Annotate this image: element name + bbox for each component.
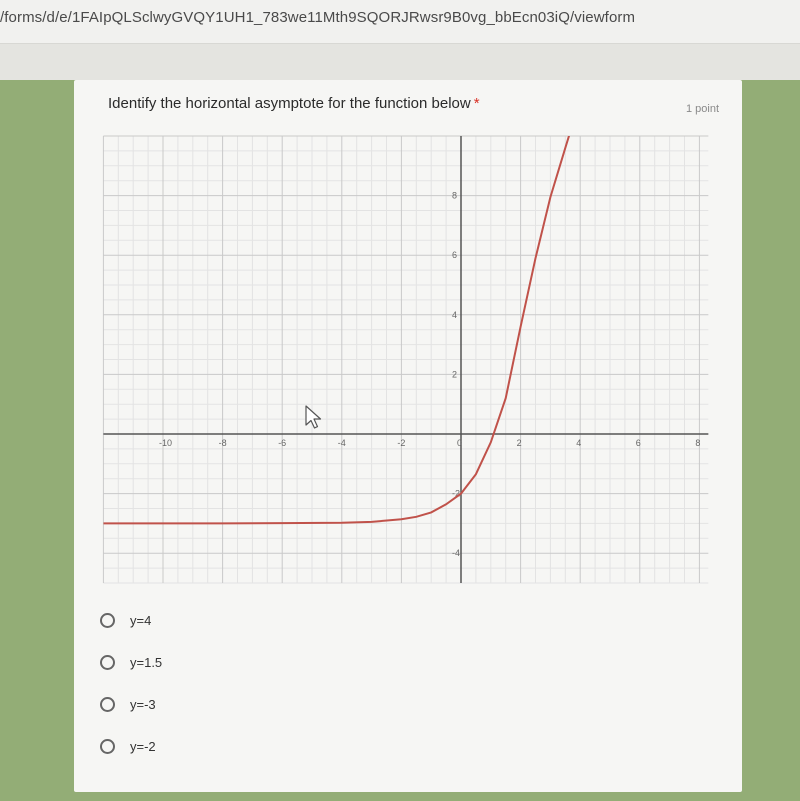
question-title-text: Identify the horizontal asymptote for the function below [108,95,471,112]
option-y-neg-3[interactable] [100,694,156,714]
x-tick-label: -4 [337,438,346,448]
option-label: y=4 [130,612,152,628]
radio-button[interactable] [100,613,115,628]
x-tick-label: 2 [516,438,522,448]
option-label: y=-3 [130,696,156,712]
radio-button[interactable] [100,655,115,670]
x-tick-label: 0 [457,438,463,448]
y-tick-label: -4 [452,548,461,559]
y-tick-label: 2 [452,369,458,380]
x-tick-label: 6 [635,438,641,448]
y-tick-label: -2 [452,488,461,499]
x-tick-label: -6 [278,438,287,448]
option-y-neg-2[interactable] [100,736,156,756]
option-label: y=1.5 [130,654,163,670]
radio-button[interactable] [100,697,115,712]
radio-button[interactable] [100,739,115,754]
x-tick-label: 4 [576,438,582,448]
points-label: 1 point [686,103,720,115]
x-tick-label: -8 [218,438,227,448]
minor-grid [103,136,708,583]
required-marker: * [473,95,480,112]
y-tick-label: 8 [452,190,458,201]
option-y-4[interactable] [100,610,151,630]
y-tick-label: 4 [452,309,458,320]
x-tick-label: -10 [159,438,173,448]
x-tick-label: -2 [397,438,406,448]
cursor-arrow-icon [304,405,324,431]
x-tick-label: 8 [695,438,701,448]
y-tick-label: 6 [452,250,458,261]
option-label: y=-2 [130,738,156,754]
option-y-1-5[interactable] [100,652,162,672]
url-text: /forms/d/e/1FAIpQLSclwyGVQY1UH1_783we11Mth9SQORJRwsr9B0vg_bbEcn03iQ/viewform [0,9,636,26]
